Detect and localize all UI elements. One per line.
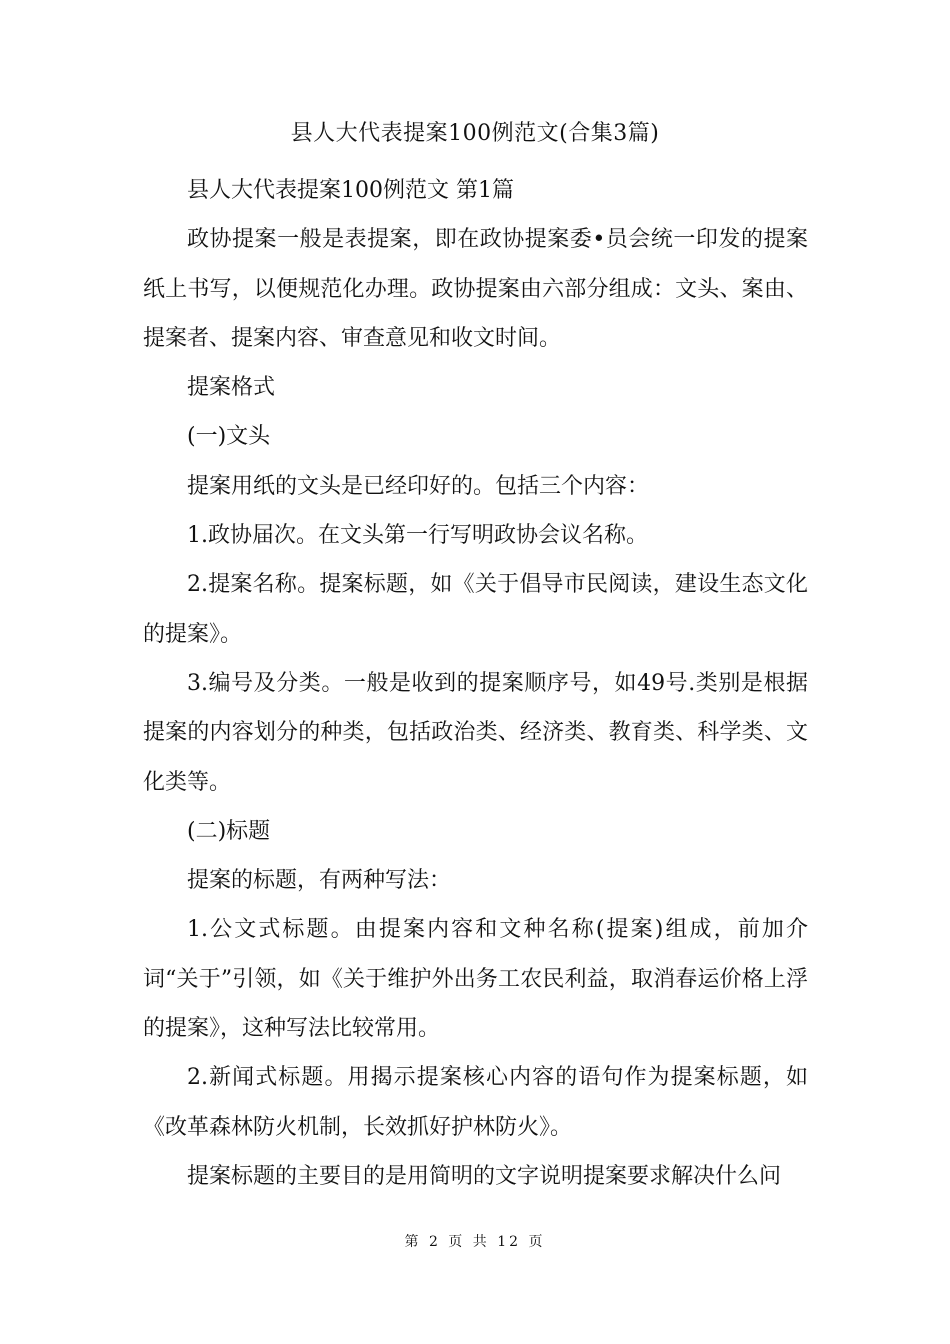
paragraph: 县人大代表提案100例范文 第1篇 (187, 178, 514, 203)
paragraph: 提案格式 (187, 375, 276, 401)
paragraph: 提案用纸的文头是已经印好的。包括三个内容： (187, 473, 650, 499)
paragraph: 2.新闻式标题。用揭示提案核心内容的语句作为提案标题，如《改革森林防火机制，长效抓好护林防火》。 (143, 1065, 808, 1140)
paragraph: 政协提案一般是表提案，即在政协提案委•员会统一印发的提案纸上书写，以便规范化办理。政协提案由六部分组成：文头、案由、提案者、提案内容、审查意见和收文时间。 (143, 227, 808, 351)
document-title: 县人大代表提案100例范文(合集3篇) (290, 121, 660, 146)
paragraph: 1.政协届次。在文头第一行写明政协会议名称。 (187, 523, 648, 549)
paragraph: 1.公文式标题。由提案内容和文种名称(提案)组成，前加介词“关于”引领，如《关于维护外出务工农民利益，取消春运价格上浮的提案》，这种写法比较常用。 (143, 917, 808, 1042)
paragraph: 提案标题的主要目的是用简明的文字说明提案要求解决什么问 (187, 1163, 782, 1189)
paragraph: (二)标题 (187, 818, 271, 844)
paragraph: 提案的标题，有两种写法： (187, 868, 452, 894)
paragraph: 2.提案名称。提案标题，如《关于倡导市民阅读，建设生态文化的提案》。 (143, 572, 808, 647)
paragraph: (一)文头 (187, 424, 271, 450)
document-body (143, 166, 808, 1201)
page-footer: 第 2 页 共 12 页 (404, 1234, 546, 1250)
paragraph: 3.编号及分类。一般是收到的提案顺序号，如49号.类别是根据提案的内容划分的种类，包括政治类、经济类、教育类、科学类、文化类等。 (143, 670, 808, 795)
